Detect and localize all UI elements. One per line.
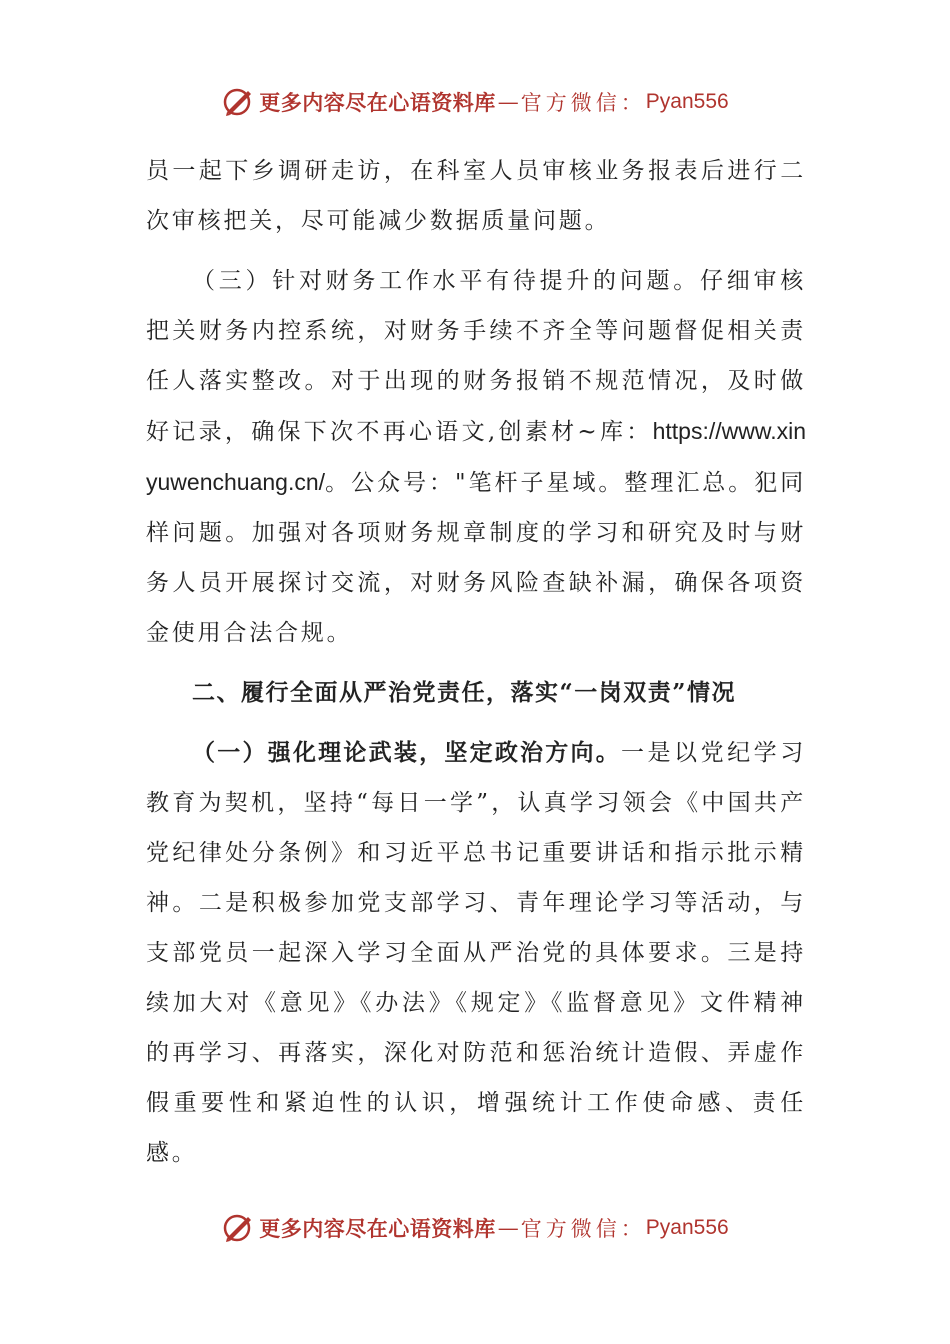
watermark-header: [0, 82, 950, 122]
theory-subheading: （一）强化理论武装，坚定政治方向。: [192, 739, 621, 766]
watermark-footer: [0, 1208, 950, 1248]
theory-text: 一是以党纪学习教育为契机，坚持“每日一学”，认真学习领会《中国共产党纪律处分条例》和习近平总书记重要讲话和指示批示精神。二是积极参加党支部学习、青年理论学习等活动，与支部党员一起深入学习全面从严治党的具体要求。三是持续加大对《意见》《办法》《规定》《监督意见》文件精神的再学习、再落实，深化对防范和惩治统计造假、弄虚作假重要性和紧迫性的认识，增强统计工作使命感、责任感。: [146, 740, 806, 1166]
finance-text-end: 。公众号："笔杆子星域。整理汇总。犯同样问题。加强对各项财务规章制度的学习和研究及时与财务人员开展探讨交流，对财务风险查缺补漏，确保各项资金使用合法合规。: [146, 470, 806, 646]
pen-logo-icon: [221, 1211, 255, 1245]
paragraph-theory: [146, 728, 806, 1178]
watermark-wechat-id: Pyan556: [645, 1216, 729, 1239]
paragraph-continuation: 员一起下乡调研走访，在科室人员审核业务报表后进行二次审核把关，尽可能减少数据质量问题。: [146, 158, 806, 234]
watermark-wechat-label: 官方微信：: [520, 91, 646, 115]
watermark-wechat-id: Pyan556: [645, 90, 729, 113]
finance-text-start: （三）针对财务工作水平有待提升的问题。仔细审核把关财务内控系统，对财务手续不齐全等问题督促相关责任人落实整改。对于出现的财务报销不规范情况，及时做好记录，确保下次不再心语文,创素材~库：: [146, 268, 806, 445]
watermark-dash: —: [497, 90, 519, 114]
pen-logo-icon: [221, 85, 255, 119]
document-body: [146, 146, 806, 1178]
watermark-wechat-label: 官方微信：: [520, 1217, 646, 1241]
section-heading: 二、履行全面从严治党责任，落实“一岗双责”情况: [192, 679, 736, 706]
watermark-brand: 更多内容尽在心语资料库: [259, 1216, 496, 1241]
watermark-brand: 更多内容尽在心语资料库: [259, 90, 496, 115]
website-link[interactable]: https://www.xinyuwenchuang.cn/: [146, 418, 806, 495]
paragraph-finance: [146, 256, 806, 658]
watermark-dash: —: [497, 1216, 519, 1240]
